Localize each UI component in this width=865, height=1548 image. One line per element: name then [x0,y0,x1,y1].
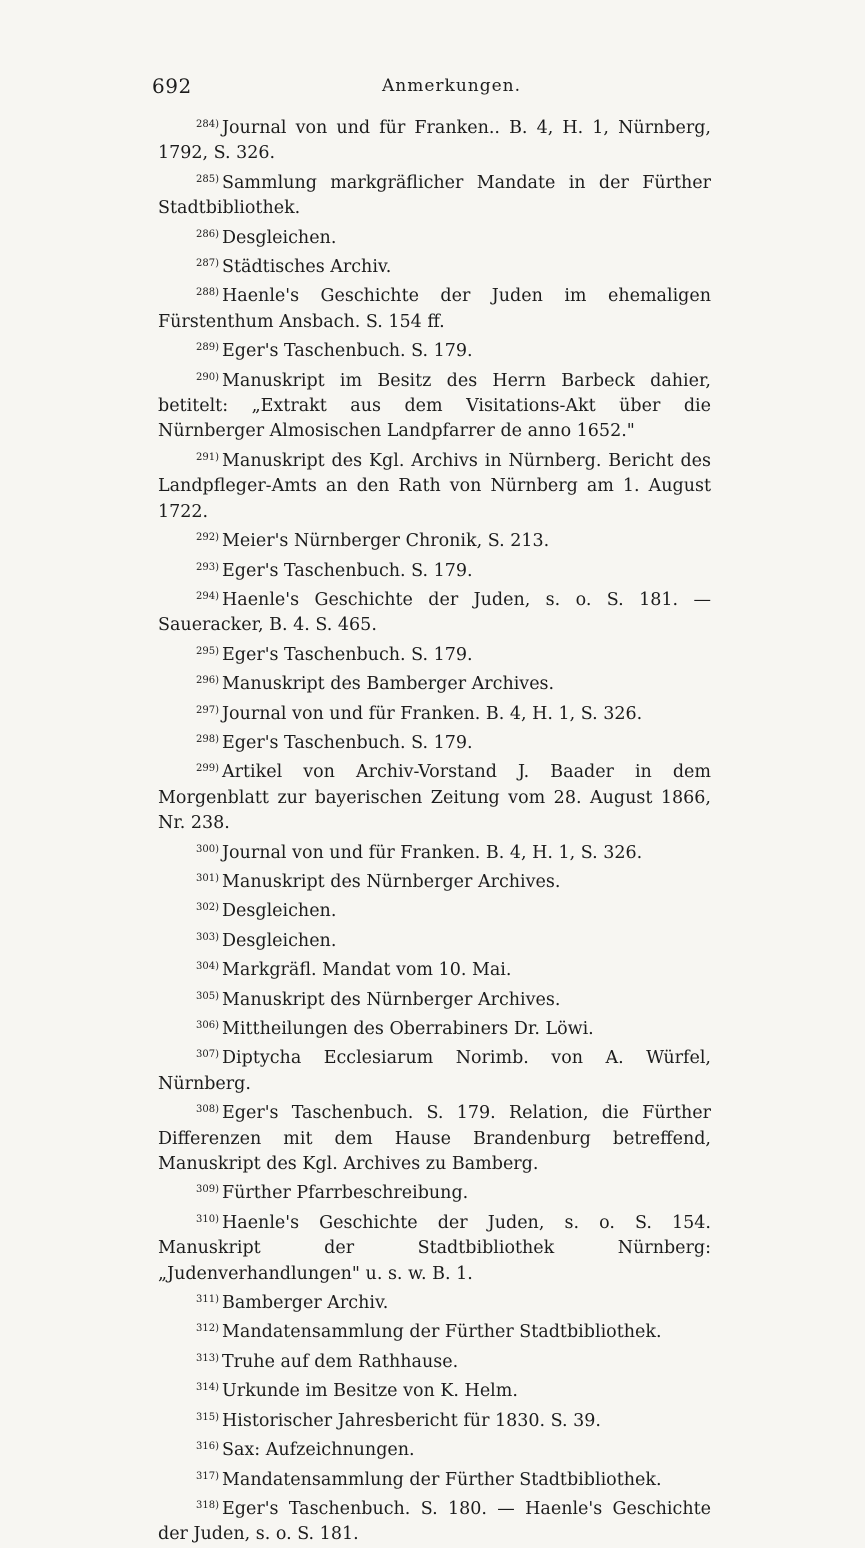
endnote-number: 313) [196,1352,219,1364]
endnote-text: Haenle's Geschichte der Juden, s. o. S. 181. — Saueracker, B. 4. S. 465. [158,589,711,636]
endnote-text: Fürther Pfarrbeschreibung. [222,1183,469,1204]
endnote [158,555,711,584]
endnote [158,445,711,525]
endnote [158,895,711,924]
endnote-text: Eger's Taschenbuch. S. 179. [222,341,473,362]
endnote [158,954,711,983]
endnote-text: Manuskript des Bamberger Archives. [222,674,555,695]
endnote-text: Urkunde im Besitze von K. Helm. [222,1381,518,1402]
endnote-number: 297) [196,704,219,716]
endnote-text: Mandatensammlung der Fürther Stadtbibliothek. [222,1469,662,1490]
endnote [158,1464,711,1493]
endnote-text: Eger's Taschenbuch. S. 179. [222,732,473,753]
endnote-text: Journal von und für Franken.. B. 4, H. 1, Nürnberg, 1792, S. 326. [158,118,711,164]
endnote-number: 289) [196,342,219,354]
endnote-number: 310) [196,1213,219,1225]
endnote-text: Eger's Taschenbuch. S. 179. Relation, die Fürther Differenzen mit dem Hause Brandenburg betreffend, Manuskript des Kgl. Archives zu Bamberg. [158,1103,711,1175]
endnote-number: 309) [196,1184,219,1196]
endnote-number: 296) [196,675,219,687]
page-number: 692 [152,74,192,98]
endnote-number: 295) [196,645,219,657]
endnote-text: Manuskript des Kgl. Archivs in Nürnberg. Bericht des Landpfleger-Amts an den Rath von Nürnberg am 1. August 1722. [158,450,711,522]
endnote-number: 305) [196,990,219,1002]
endnote-text: Diptycha Ecclesiarum Norimb. von A. Würfel, Nürnberg. [158,1048,711,1094]
endnote-number: 287) [196,258,219,270]
endnote-number: 304) [196,961,219,973]
endnote [158,1013,711,1042]
endnote-text: Desgleichen. [222,227,337,248]
endnote [158,1287,711,1316]
endnote-number: 317) [196,1470,219,1482]
endnote-text: Bamberger Archiv. [222,1293,389,1314]
endnote-number: 308) [196,1104,219,1116]
endnote-number: 292) [196,532,219,544]
endnote-text: Manuskript im Besitz des Herrn Barbeck dahier, betitelt: „Extrakt aus dem Visitations-Akt über die Nürnberger Almosischen Landpfarrer de anno 1652." [158,370,711,442]
endnote-number: 291) [196,451,219,463]
endnote [158,167,711,222]
endnote-number: 288) [196,287,219,299]
endnote [158,727,711,756]
endnote-number: 315) [196,1411,219,1423]
endnote-text: Mittheilungen des Oberrabiners Dr. Löwi. [222,1019,594,1039]
endnote [158,668,711,697]
endnote [158,335,711,364]
endnote [158,365,711,445]
endnote [158,112,711,167]
endnote [158,1434,711,1463]
endnote-text: Truhe auf dem Rathhause. [222,1351,459,1372]
endnotes-list [158,112,711,1548]
endnote [158,1207,711,1287]
endnote [158,584,711,639]
endnote-text: Eger's Taschenbuch. S. 180. — Haenle's Geschichte der Juden, s. o. S. 181. [158,1498,711,1545]
endnote [158,756,711,836]
endnote [158,1346,711,1375]
endnote [158,222,711,251]
endnote-number: 284) [196,119,219,130]
endnote-text: Manuskript des Nürnberger Archives. [222,989,561,1010]
endnote-number: 300) [196,843,219,855]
endnote [158,1405,711,1434]
endnote-number: 316) [196,1441,219,1453]
endnote [158,984,711,1013]
endnote-number: 286) [196,228,219,240]
endnote [158,1042,711,1097]
endnote [158,925,711,954]
endnote-number: 302) [196,902,219,914]
endnote-number: 294) [196,590,219,602]
endnote-number: 299) [196,763,219,775]
endnote-text: Markgräfl. Mandat vom 10. Mai. [222,960,512,981]
endnote [158,1177,711,1206]
endnote [158,1097,711,1177]
endnote-text: Manuskript des Nürnberger Archives. [222,871,561,892]
endnote-text: Desgleichen. [222,930,337,951]
endnote [158,1375,711,1404]
endnote-number: 307) [196,1049,219,1061]
endnote-text: Städtisches Archiv. [222,257,392,278]
endnote-number: 303) [196,931,219,943]
endnote-number: 285) [196,173,219,185]
running-title: Anmerkungen. [382,76,522,96]
endnote [158,251,711,280]
endnote-number: 298) [196,733,219,745]
endnote [158,525,711,554]
endnote-number: 306) [196,1020,219,1031]
endnote-text: Haenle's Geschichte der Juden im ehemaligen Fürstenthum Ansbach. S. 154 ff. [158,286,711,332]
endnote-text: Eger's Taschenbuch. S. 179. [222,644,473,665]
endnote-number: 312) [196,1323,219,1335]
endnote-text: Meier's Nürnberger Chronik, S. 213. [222,531,550,552]
endnote [158,866,711,895]
endnote-text: Haenle's Geschichte der Juden, s. o. S. 154. Manuskript der Stadtbibliothek Nürnberg: „Judenverhandlungen" u. s. w. B. 1. [158,1212,711,1284]
endnote-number: 301) [196,872,219,884]
endnote [158,698,711,727]
endnote-number: 314) [196,1382,219,1394]
endnote-text: Sammlung markgräflicher Mandate in der Fürther Stadtbibliothek. [158,172,711,219]
endnote-number: 290) [196,371,219,383]
endnote-text: Eger's Taschenbuch. S. 179. [222,560,473,581]
running-head [152,70,717,104]
endnote [158,837,711,866]
endnote [158,639,711,668]
endnote-text: Desgleichen. [222,901,337,922]
endnote-number: 318) [196,1499,219,1511]
endnote-text: Historischer Jahresbericht für 1830. S. 39. [222,1410,601,1431]
endnote [158,1493,711,1548]
endnote [158,1316,711,1345]
endnote [158,280,711,335]
endnote-text: Sax: Aufzeichnungen. [222,1440,415,1461]
endnote-text: Journal von und für Franken. B. 4, H. 1, S. 326. [222,842,643,863]
endnote-number: 311) [196,1294,219,1306]
endnote-number: 293) [196,561,219,573]
endnote-text: Journal von und für Franken. B. 4, H. 1, S. 326. [222,703,643,724]
endnote-text: Artikel von Archiv-Vorstand J. Baader in dem Morgenblatt zur bayerischen Zeitung vom 28. August 1866, Nr. 238. [158,762,711,834]
endnote-text: Mandatensammlung der Fürther Stadtbibliothek. [222,1322,662,1343]
